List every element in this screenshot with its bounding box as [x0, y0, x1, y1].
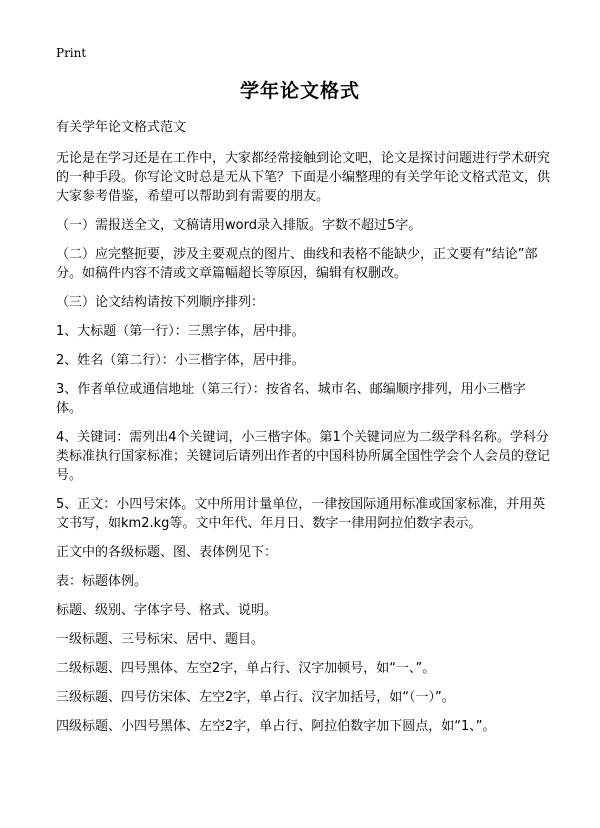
print-label: Print [56, 46, 87, 60]
document-body [56, 118, 550, 746]
heading-styles-intro: 正文中的各级标题、图、表体例见下： [56, 545, 278, 560]
intro-paragraph: 无论是在学习还是在工作中，大家都经常接触到论文吧，论文是探讨问题进行学术研究的一种手段。你写论文时总是无从下笔？下面是小编整理的有关学年论文格式范文，供大家参考借鉴，希望可以帮助到有需要的朋友。 [56, 151, 551, 204]
heading-level-2: 二级标题、四号黑体、左空2字，单占行、汉字加顿号，如“一、”。 [56, 661, 436, 676]
document-title: 学年论文格式 [239, 80, 360, 102]
requirement-3: （三）论文结构请按下列顺序排列： [56, 295, 265, 310]
heading-level-1: 一级标题、三号标宋、居中、题目。 [56, 632, 265, 647]
table-caption: 表：标题体例。 [56, 574, 148, 589]
structure-item-3: 3、作者单位或通信地址（第三行）：按省名、城市名、邮编顺序排列，用小三楷字体。 [56, 382, 526, 416]
requirement-1: （一）需报送全文，文稿请用word录入排版。字数不超过5字。 [56, 218, 422, 233]
heading-level-3: 三级标题、四号仿宋体、左空2字，单占行、汉字加括号，如“（一）”。 [56, 690, 455, 705]
document-subtitle: 有关学年论文格式范文 [56, 120, 187, 135]
structure-item-4: 4、关键词：需列出4个关键词，小三楷字体。第1个关键词应为二级学科名称。学科分类标准执行国家标准；关键词后请列出作者的中国科协所属全国性学会个人会员的登记号。 [56, 430, 551, 483]
requirement-2: （二）应完整扼要，涉及主要观点的图片、曲线和表格不能缺少，正文要有“结论”部分。如稿件内容不清或文章篇幅超长等原因，编辑有权删改。 [56, 247, 538, 281]
structure-item-2: 2、姓名（第二行）：小三楷字体，居中排。 [56, 353, 305, 368]
structure-item-5: 5、正文：小四号宋体。文中所用计量单位，一律按国际通用标准或国家标准，并用英文书写，如km2.kg等。文中年代、年月日、数字一律用阿拉伯数字表示。 [56, 497, 546, 531]
heading-level-4: 四级标题、小四号黑体、左空2字，单占行、阿拉伯数字加下圆点，如“1、”。 [56, 719, 496, 734]
structure-item-1: 1、大标题（第一行）：三黑字体，居中排。 [56, 324, 305, 339]
table-header-row: 标题、级别、字体字号、格式、说明。 [56, 603, 278, 618]
